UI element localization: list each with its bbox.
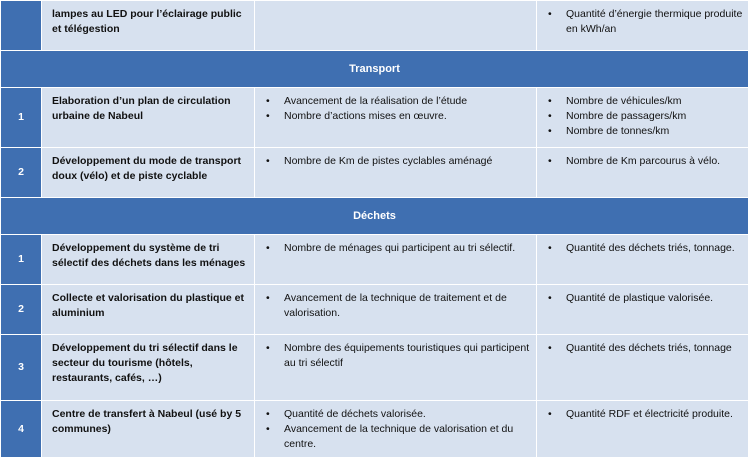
table-row <box>1 148 748 198</box>
row-number: 1 <box>1 235 42 285</box>
indicator-list <box>538 149 747 173</box>
result-indicators-cell <box>537 235 748 285</box>
result-indicators-cell <box>537 335 748 401</box>
result-indicators-cell <box>537 401 748 458</box>
realisation-indicators-cell <box>255 285 537 335</box>
realisation-indicators-cell <box>255 88 537 148</box>
section-header-row <box>1 198 748 235</box>
action-cell: Collecte et valorisation du plastique et aluminium <box>42 285 255 335</box>
row-number: 2 <box>1 148 42 198</box>
realisation-indicators-cell <box>255 148 537 198</box>
action-cell: Développement du système de tri sélectif des déchets dans les ménages <box>42 235 255 285</box>
indicator-item: • Quantité d’énergie thermique produite en kWh/an <box>566 7 743 37</box>
indicator-item: • Quantité des déchets triés, tonnage. <box>566 241 743 256</box>
indicator-item: • Quantité de déchets valorisée. <box>284 407 531 422</box>
action-cell: lampes au LED pour l’éclairage public et télégestion <box>42 1 255 51</box>
row-number: 3 <box>1 335 42 401</box>
indicator-list <box>538 402 747 426</box>
indicator-item: • Nombre de ménages qui participent au tri sélectif. <box>284 241 531 256</box>
result-indicators-cell <box>537 88 748 148</box>
indicator-item: • Nombre de Km de pistes cyclables aménagé <box>284 154 531 169</box>
row-number: 2 <box>1 285 42 335</box>
indicator-item: • Quantité RDF et électricité produite. <box>566 407 743 422</box>
row-number: 1 <box>1 88 42 148</box>
indicator-list <box>538 286 747 310</box>
table-row <box>1 285 748 335</box>
indicator-list <box>256 149 535 173</box>
indicator-item: • Nombre de tonnes/km <box>566 124 743 139</box>
realisation-indicators-cell <box>255 1 537 51</box>
table-row <box>1 88 748 148</box>
indicator-item: • Nombre de Km parcourus à vélo. <box>566 154 743 169</box>
result-indicators-cell <box>537 148 748 198</box>
result-indicators-cell <box>537 285 748 335</box>
table-row <box>1 1 748 51</box>
indicator-item: • Nombre de passagers/km <box>566 109 743 124</box>
indicator-item: • Nombre d’actions mises en œuvre. <box>284 109 531 124</box>
indicator-list <box>538 89 747 143</box>
indicator-list <box>256 402 535 456</box>
realisation-indicators-cell <box>255 335 537 401</box>
action-cell: Centre de transfert à Nabeul (usé by 5 communes) <box>42 401 255 458</box>
table-row <box>1 235 748 285</box>
section-title: Déchets <box>1 198 748 235</box>
section-header-row <box>1 51 748 88</box>
table-body <box>1 1 748 458</box>
action-cell: Elaboration d’un plan de circulation urbaine de Nabeul <box>42 88 255 148</box>
result-indicators-cell <box>537 1 748 51</box>
realisation-indicators-cell <box>255 235 537 285</box>
table-row <box>1 401 748 458</box>
row-number <box>1 1 42 51</box>
indicator-list <box>538 236 747 260</box>
row-number: 4 <box>1 401 42 458</box>
indicator-list <box>256 236 535 260</box>
action-cell: Développement du tri sélectif dans le secteur du tourisme (hôtels, restaurants, cafés, …) <box>42 335 255 401</box>
action-cell: Développement du mode de transport doux (vélo) et de piste cyclable <box>42 148 255 198</box>
indicator-list <box>256 89 535 128</box>
indicator-item: • Nombre de véhicules/km <box>566 94 743 109</box>
indicator-list <box>256 286 535 325</box>
indicator-item: • Avancement de la réalisation de l’étude <box>284 94 531 109</box>
indicator-item: • Nombre des équipements touristiques qui participent au tri sélectif <box>284 341 531 371</box>
indicator-list <box>538 2 747 41</box>
indicator-item: • Avancement de la technique de traitement et de valorisation. <box>284 291 531 321</box>
indicator-item: • Avancement de la technique de valorisation et du centre. <box>284 422 531 452</box>
indicator-list <box>256 336 535 375</box>
indicator-item: • Quantité des déchets triés, tonnage <box>566 341 743 356</box>
indicator-list <box>538 336 747 360</box>
indicator-item: • Quantité de plastique valorisée. <box>566 291 743 306</box>
section-title: Transport <box>1 51 748 88</box>
realisation-indicators-cell <box>255 401 537 458</box>
table-row <box>1 335 748 401</box>
